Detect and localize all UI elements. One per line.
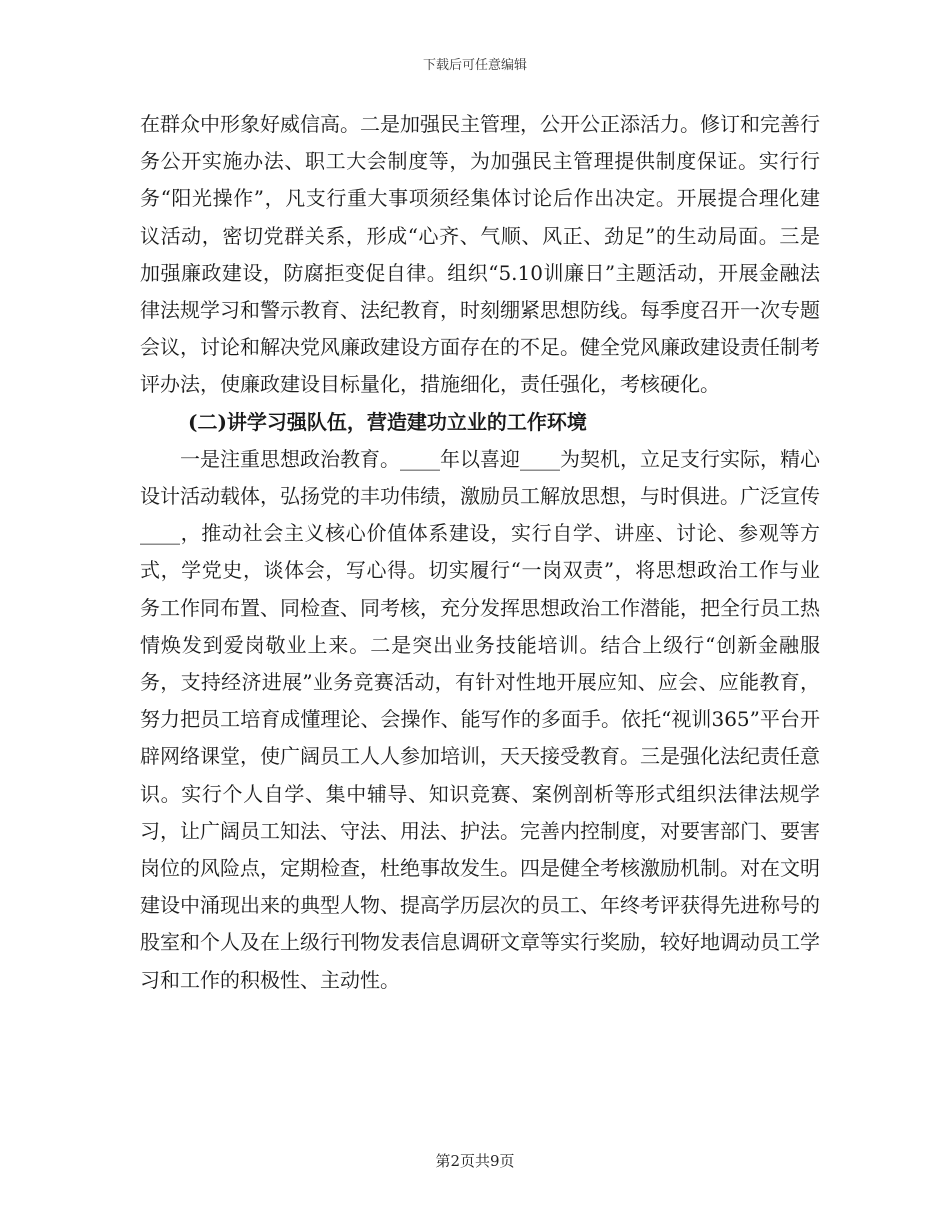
- body-paragraph-2: 一是注重思想政治教育。____年以喜迎____为契机，立足支行实际，精心设计活动载体，弘扬党的丰功伟绩，激励员工解放思想，与时俱进。广泛宣传____，推动社会主义核心价值体系建设，实行自学、讲座、讨论、参观等方式，学党史，谈体会，写心得。切实履行“一岗双责”，将思想政治工作与业务工作同布置、同检查、同考核，充分发挥思想政治工作潜能，把全行员工热情焕发到爱岗敬业上来。二是突出业务技能培训。结合上级行“创新金融服务，支持经济进展”业务竞赛活动，有针对性地开展应知、应会、应能教育，努力把员工培育成懂理论、会操作、能写作的多面手。依托“视训365”平台开辟网络课堂，使广阔员工人人参加培训，天天接受教育。三是强化法纪责任意识。实行个人自学、集中辅导、知识竞赛、案例剖析等形式组织法律法规学习，让广阔员工知法、守法、用法、护法。完善内控制度，对要害部门、要害岗位的风险点，定期检查，杜绝事故发生。四是健全考核激励机制。对在文明建设中涌现出来的典型人物、提高学历层次的员工、年终考评获得先进称号的股室和个人及在上级行刊物发表信息调研文章等实行奖励，较好地调动员工学习和工作的积极性、主动性。: [140, 446, 820, 992]
- document-body: [140, 106, 820, 999]
- page-number: 第2页共9页: [435, 1152, 515, 1170]
- body-paragraph-1: 在群众中形象好威信高。二是加强民主管理，公开公正添活力。修订和完善行务公开实施办法、职工大会制度等，为加强民主管理提供制度保证。实行行务“阳光操作”，凡支行重大事项须经集体讨论后作出决定。开展提合理化建议活动，密切党群关系，形成“心齐、气顺、风正、劲足”的生动局面。三是加强廉政建设，防腐拒变促自律。组织“5.10训廉日”主题活动，开展金融法律法规学习和警示教育、法纪教育，时刻绷紧思想防线。每季度召开一次专题会议，讨论和解决党风廉政建设方面存在的不足。健全党风廉政建设责任制考评办法，使廉政建设目标量化，措施细化，责任强化，考核硬化。: [140, 112, 820, 397]
- page-header: 下载后可任意编辑: [422, 58, 527, 73]
- section-heading: (二)讲学习强队伍，营造建功立业的工作环境: [188, 409, 587, 434]
